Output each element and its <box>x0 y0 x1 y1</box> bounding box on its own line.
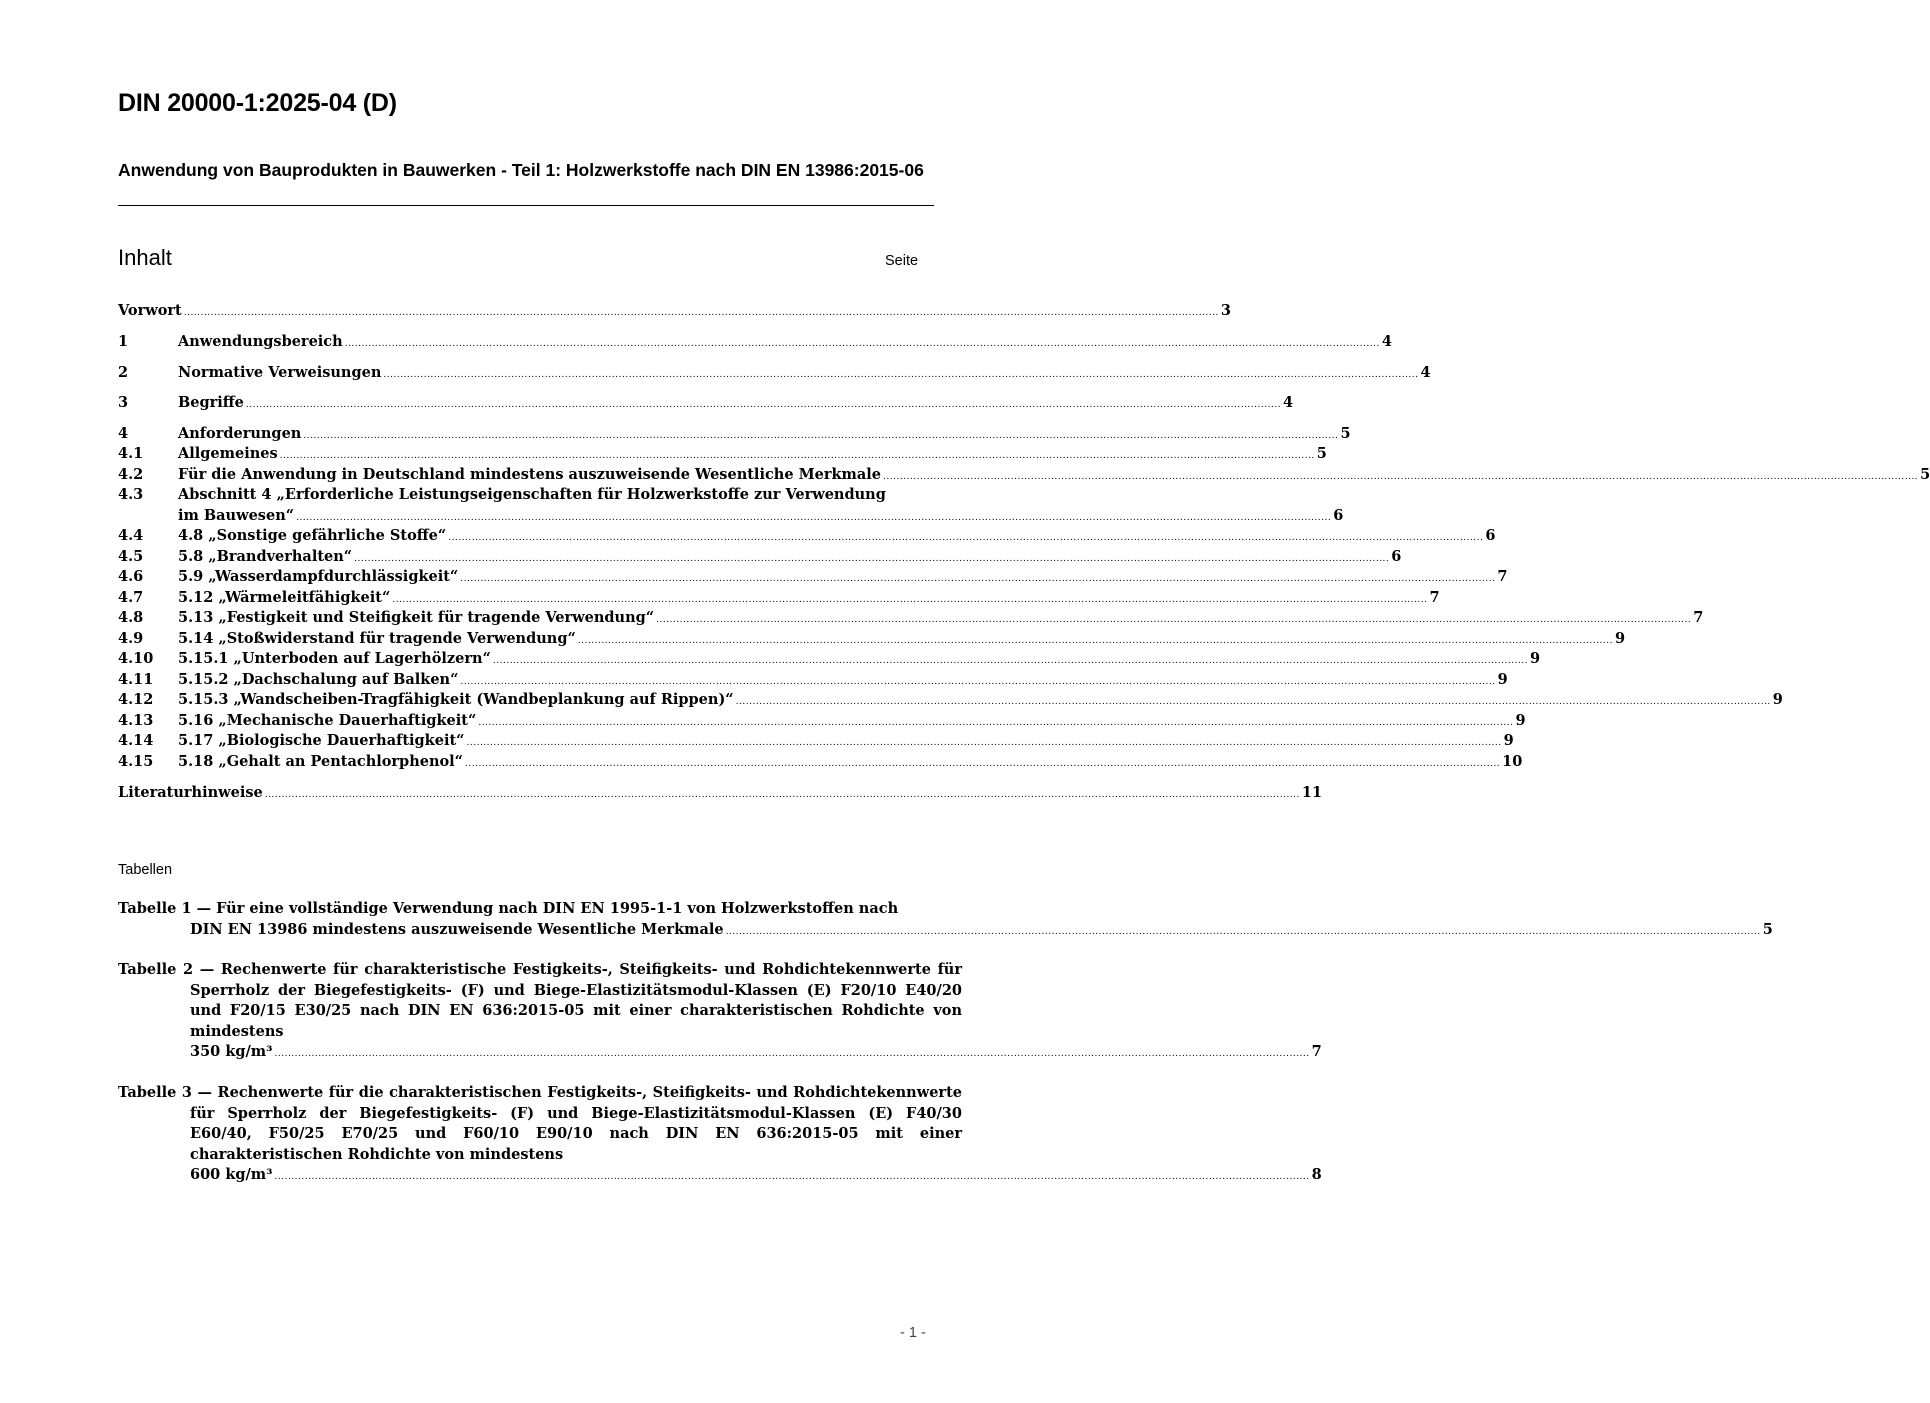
toc-entry-number: 3 <box>118 394 129 411</box>
toc-leader: .................................................................................................................................................................................................................................................................................................................... <box>274 1172 1310 1182</box>
toc-leader: .................................................................................................................................................................................................................................................................................................................... <box>466 738 1502 748</box>
table-entry-page: 7 <box>1311 1043 1322 1060</box>
toc-leader: .................................................................................................................................................................................................................................................................................................................... <box>303 431 1339 441</box>
toc-entry-page: 9 <box>1503 732 1514 749</box>
toc-leader: .................................................................................................................................................................................................................................................................................................................... <box>883 472 1919 482</box>
toc-entry-3[interactable] <box>118 393 1294 413</box>
toc-entry-text: 5.8 „Brandverhalten“ <box>178 548 353 565</box>
toc-entry-text: 4.8 „Sonstige gefährliche Stoffe“ <box>178 527 447 544</box>
table-entry-last-line <box>118 1165 1322 1188</box>
toc-entry-2[interactable] <box>118 363 1431 383</box>
toc-entry-text: 5.17 „Biologische Dauerhaftigkeit“ <box>178 732 465 749</box>
toc-entry-page: 6 <box>1391 548 1402 565</box>
toc-entry-text: Allgemeines <box>178 445 278 462</box>
toc-entry-number: 4.3 <box>118 486 144 503</box>
toc-leader: .................................................................................................................................................................................................................................................................................................................... <box>183 308 1219 318</box>
toc-entry-4-5[interactable] <box>118 547 1402 567</box>
toc-entry-page: 7 <box>1429 589 1440 606</box>
toc-entry-text: Normative Verweisungen <box>178 364 382 381</box>
toc-entry-page: 6 <box>1333 507 1344 524</box>
toc-leader: .................................................................................................................................................................................................................................................................................................................... <box>492 656 1529 666</box>
toc-entry-number: 4.11 <box>118 671 154 688</box>
toc-entry-page: 9 <box>1614 630 1626 647</box>
toc-entry-page: 9 <box>1515 712 1526 729</box>
toc-leader: .................................................................................................................................................................................................................................................................................................................... <box>460 677 1496 687</box>
toc-entry-text: Anwendungsbereich <box>178 333 343 350</box>
toc-entry-page: 5 <box>1340 425 1351 442</box>
toc-entry-page: 9 <box>1772 691 1783 708</box>
toc-leader: .................................................................................................................................................................................................................................................................................................................... <box>448 533 1484 543</box>
toc-entry-number: 4.10 <box>118 650 154 667</box>
table-entry-title: Tabelle 2 — Rechenwerte für charakteristische Festigkeits-, Steifigkeits- und Rohdichtekennwerte für Sperrholz der Biegefestigkeits- (F) und Biege-Elastizitätsmodul-Klassen (E) F20/10 E40/20 und F20/15 E30/25 nach DIN EN 636:2015-05 mit einer charakteristischen Rohdichte von mindestens <box>118 961 962 1040</box>
table-entry-2[interactable] <box>118 960 1322 1065</box>
toc-entry-1[interactable] <box>118 332 1392 352</box>
table-entry-1[interactable] <box>118 899 1773 942</box>
toc-entry-4-1[interactable] <box>118 444 1327 464</box>
toc-entry-text: 5.15.1 „Unterboden auf Lagerhölzern“ <box>178 650 491 667</box>
table-entry-last-text: 600 kg/m³ <box>190 1166 273 1183</box>
toc-entry-page: 4 <box>1381 333 1392 350</box>
toc-entry-page: 11 <box>1301 784 1323 801</box>
toc-entry-4-2[interactable] <box>118 465 1930 485</box>
toc-entry-page: 5 <box>1920 466 1930 483</box>
toc-leader: .................................................................................................................................................................................................................................................................................................................... <box>296 513 1332 523</box>
toc-entry-page: 5 <box>1316 445 1327 462</box>
toc-entry-text: Abschnitt 4 „Erforderliche Leistungseigenschaften für Holzwerkstoffe zur Verwendung <box>178 486 886 503</box>
toc-entry-4-10[interactable] <box>118 649 1541 669</box>
toc-leader: .................................................................................................................................................................................................................................................................................................................... <box>279 451 1315 461</box>
toc-leader: .................................................................................................................................................................................................................................................................................................................... <box>465 759 1501 769</box>
toc-entry-page: 3 <box>1220 302 1231 319</box>
toc-entry-number: 4.15 <box>118 753 154 770</box>
toc-entry-page: 4 <box>1420 364 1431 381</box>
toc-entry-4-14[interactable] <box>118 731 1514 751</box>
toc-entry-4-8[interactable] <box>118 608 1704 628</box>
table-entry-page: 8 <box>1311 1166 1322 1183</box>
toc-page-label: Seite <box>885 253 919 269</box>
toc-entry-number: 4.14 <box>118 732 154 749</box>
toc-entry-page: 6 <box>1485 527 1496 544</box>
document-id: DIN 20000-1:2025-04 (D) <box>118 89 397 117</box>
toc-entry-number: 1 <box>118 333 129 350</box>
toc-entry-number: 4.1 <box>118 445 144 462</box>
toc-entry-4-13[interactable] <box>118 711 1526 731</box>
title-divider <box>118 205 934 206</box>
toc-entry-text: Für die Anwendung in Deutschland mindestens auszuweisende Wesentliche Merkmale <box>178 466 882 483</box>
toc-leader: .................................................................................................................................................................................................................................................................................................................... <box>460 574 1496 584</box>
toc-entry-text: Begriffe <box>178 394 244 411</box>
toc-entry-4-12[interactable] <box>118 690 1783 710</box>
toc-entry-page: 9 <box>1497 671 1508 688</box>
toc-entry-page: 9 <box>1530 650 1541 667</box>
toc-entry-4-9[interactable] <box>118 629 1626 649</box>
toc-entry-text: Anforderungen <box>178 425 302 442</box>
toc-entry-number: 4.12 <box>118 691 154 708</box>
toc-entry-number: 4.9 <box>118 630 144 647</box>
table-entry-last-line <box>118 920 1773 943</box>
toc-entry-4-3-continued[interactable] <box>118 506 1344 526</box>
toc-entry-page: 7 <box>1693 609 1704 626</box>
table-entry-3[interactable] <box>118 1083 1322 1188</box>
toc-entry-text: 5.9 „Wasserdampfdurchlässigkeit“ <box>178 568 459 585</box>
toc-entry-text: 5.15.2 „Dachschalung auf Balken“ <box>178 671 459 688</box>
toc-entry-number: 4.6 <box>118 568 144 585</box>
toc-entry-4[interactable] <box>118 424 1351 444</box>
toc-entry-literaturhinweise[interactable] <box>118 783 1323 803</box>
toc-entry-text: 5.16 „Mechanische Dauerhaftigkeit“ <box>178 712 477 729</box>
toc-leader: .................................................................................................................................................................................................................................................................................................................... <box>354 554 1390 564</box>
toc-leader: .................................................................................................................................................................................................................................................................................................................... <box>577 636 1613 646</box>
toc-entry-page: 4 <box>1283 394 1294 411</box>
toc-entry-4-3[interactable] <box>118 485 931 505</box>
table-entry-last-text: 350 kg/m³ <box>190 1043 273 1060</box>
toc-entry-text: im Bauwesen“ <box>178 507 295 524</box>
toc-entry-4-6[interactable] <box>118 567 1508 587</box>
toc-leader: .................................................................................................................................................................................................................................................................................................................... <box>478 718 1514 728</box>
page-number: - 1 - <box>900 1325 926 1341</box>
toc-entry-vorwort[interactable] <box>118 301 1231 321</box>
toc-entry-4-7[interactable] <box>118 588 1440 608</box>
toc-entry-number: 4 <box>118 425 129 442</box>
toc-leader: .................................................................................................................................................................................................................................................................................................................... <box>383 370 1419 380</box>
toc-entry-text: 5.13 „Festigkeit und Steifigkeit für tragende Verwendung“ <box>178 609 655 626</box>
toc-entry-text: Vorwort <box>118 302 182 319</box>
toc-entry-number: 4.5 <box>118 548 144 565</box>
toc-entry-text: 5.18 „Gehalt an Pentachlorphenol“ <box>178 753 464 770</box>
toc-entry-number: 4.7 <box>118 589 144 606</box>
toc-entry-text: 5.12 „Wärmeleitfähigkeit“ <box>178 589 391 606</box>
toc-heading: Inhalt <box>118 245 172 270</box>
tables-heading: Tabellen <box>118 862 173 878</box>
document-title: Anwendung von Bauprodukten in Bauwerken - Teil 1: Holzwerkstoffe nach DIN EN 13986:2015-06 <box>118 160 924 180</box>
toc-entry-4-11[interactable] <box>118 670 1508 690</box>
table-entry-title: Tabelle 3 — Rechenwerte für die charakteristischen Festigkeits-, Steifigkeits- und Rohdichtekennwerte für Sperrholz der Biegefestigkeits- (F) und Biege-Elastizitätsmodul-Klassen (E) F40/30 E60/40, F50/25 E70/25 und F60/10 E90/10 nach DIN EN 636:2015-05 mit einer charakteristischen Rohdichte von mindestens <box>118 1084 962 1163</box>
toc-entry-page: 10 <box>1502 753 1523 770</box>
toc-entry-number: 4.4 <box>118 527 144 544</box>
toc-entry-text: Literaturhinweise <box>118 784 263 801</box>
toc-entry-4-4[interactable] <box>118 526 1496 546</box>
toc-leader: .................................................................................................................................................................................................................................................................................................................... <box>656 615 1692 625</box>
table-entry-last-line <box>118 1042 1322 1065</box>
toc-entry-page: 7 <box>1497 568 1508 585</box>
toc-leader: .................................................................................................................................................................................................................................................................................................................... <box>392 595 1428 605</box>
toc-leader: .................................................................................................................................................................................................................................................................................................................... <box>344 339 1380 349</box>
toc-entry-4-15[interactable] <box>118 752 1523 772</box>
toc-entry-number: 4.2 <box>118 466 144 483</box>
table-entry-title: Tabelle 1 — Für eine vollständige Verwendung nach DIN EN 1995-1-1 von Holzwerkstoffen nach <box>118 900 899 917</box>
toc-entry-number: 4.8 <box>118 609 144 626</box>
toc-leader: .................................................................................................................................................................................................................................................................................................................... <box>725 926 1761 937</box>
toc-entry-text: 5.15.3 „Wandscheiben-Tragfähigkeit (Wandbeplankung auf Rippen)“ <box>178 691 734 708</box>
toc-leader: .................................................................................................................................................................................................................................................................................................................... <box>274 1049 1310 1059</box>
toc-entry-text: 5.14 „Stoßwiderstand für tragende Verwendung“ <box>178 630 576 647</box>
toc-leader: .................................................................................................................................................................................................................................................................................................................... <box>735 697 1771 707</box>
table-entry-page: 5 <box>1762 920 1773 938</box>
table-entry-last-text: DIN EN 13986 mindestens auszuweisende Wesentliche Merkmale <box>190 920 724 938</box>
toc-leader: .................................................................................................................................................................................................................................................................................................................... <box>245 400 1282 410</box>
toc-leader: .................................................................................................................................................................................................................................................................................................................... <box>264 790 1300 800</box>
toc-entry-number: 4.13 <box>118 712 154 729</box>
toc-entry-number: 2 <box>118 364 129 381</box>
